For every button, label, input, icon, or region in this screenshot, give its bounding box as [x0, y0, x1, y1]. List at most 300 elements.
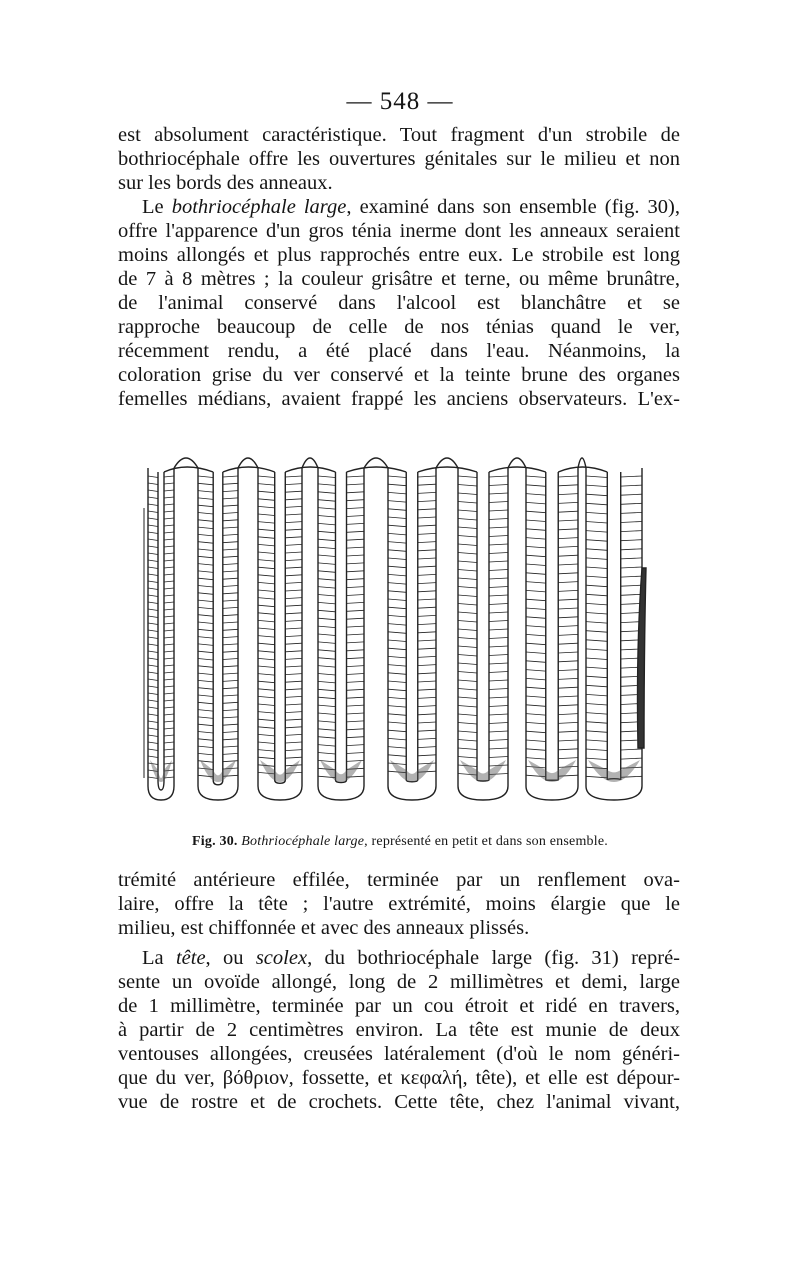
- worm-segment: [148, 567, 158, 569]
- worm-segment: [164, 672, 174, 673]
- page-number: — 548 —: [346, 88, 454, 115]
- worm-segment: [347, 500, 364, 501]
- worm-segment: [621, 503, 642, 504]
- worm-segment: [258, 598, 275, 600]
- worm-segment: [347, 610, 364, 611]
- worm-segment: [148, 560, 158, 562]
- worm-segment: [285, 484, 302, 485]
- worm-segment: [526, 520, 546, 522]
- worm-segment: [223, 695, 238, 696]
- worm-segment: [223, 680, 238, 681]
- worm-segment: [258, 704, 275, 706]
- text-line: sente un ovoïde allongé, long de 2 millimètres et demi, large: [118, 971, 680, 993]
- worm-segment: [285, 757, 302, 758]
- worm-segment: [418, 599, 436, 600]
- worm-segment: [198, 549, 213, 551]
- worm-shading: [528, 760, 576, 782]
- worm-segment: [526, 529, 546, 531]
- worm-segment: [586, 494, 607, 496]
- worm-segment: [318, 516, 335, 518]
- worm-segment: [586, 503, 607, 505]
- worm-segment: [388, 525, 406, 527]
- worm-segment: [148, 483, 158, 485]
- worm-segment: [621, 594, 642, 595]
- worm-segment: [148, 672, 158, 674]
- worm-segment: [258, 575, 275, 577]
- worm-segment: [347, 523, 364, 524]
- worm-segment: [148, 539, 158, 541]
- worm-segment: [318, 721, 335, 723]
- worm-segment: [198, 556, 213, 558]
- worm-segment: [489, 587, 508, 588]
- worm-segment: [458, 519, 477, 521]
- worm-segment: [198, 615, 213, 617]
- worm-segment: [489, 553, 508, 554]
- worm-segment: [198, 622, 213, 624]
- worm-segment: [388, 714, 406, 716]
- text-line: à partir de 2 centimètres environ. La tête est munie de deux: [118, 1019, 680, 1041]
- worm-segment: [558, 722, 578, 723]
- worm-segment: [148, 658, 158, 660]
- worm-segment: [148, 490, 158, 492]
- worm-segment: [458, 629, 477, 631]
- worm-segment: [526, 696, 546, 698]
- worm-segment: [164, 525, 174, 526]
- worm-segment: [223, 637, 238, 638]
- worm-segment: [418, 542, 436, 543]
- worm-segment: [586, 531, 607, 533]
- worm-segment: [489, 757, 508, 758]
- worm-segment: [258, 560, 275, 562]
- worm-segment: [148, 553, 158, 555]
- italic-term: tête: [175, 947, 206, 969]
- worm-segment: [489, 706, 508, 707]
- worm-loop-outline: [526, 468, 578, 800]
- worm-segment: [285, 590, 302, 591]
- worm-segment: [489, 714, 508, 715]
- worm-segment: [347, 721, 364, 722]
- worm-segment: [318, 571, 335, 573]
- worm-segment: [164, 693, 174, 694]
- worm-segment: [558, 555, 578, 556]
- paragraph-2: [118, 868, 680, 940]
- worm-segment: [558, 511, 578, 512]
- worm-segment: [285, 491, 302, 492]
- worm-segment: [148, 602, 158, 604]
- worm-segment: [223, 513, 238, 514]
- worm-segment: [258, 628, 275, 630]
- worm-segment: [418, 632, 436, 633]
- worm-segment: [558, 520, 578, 521]
- text-line: vue de rostre et de crochets. Cette tête, chez l'animal vivant,: [118, 1091, 680, 1113]
- worm-segment: [318, 555, 335, 557]
- worm-segment: [621, 549, 642, 550]
- worm-segment: [223, 607, 238, 608]
- worm-segment: [558, 687, 578, 688]
- worm-segment: [164, 546, 174, 547]
- worm-segment: [621, 585, 642, 586]
- worm-segment: [388, 533, 406, 535]
- worm-segment: [526, 687, 546, 689]
- worm-segment: [621, 522, 642, 523]
- worm-segment: [164, 644, 174, 645]
- worm-segment: [388, 689, 406, 691]
- worm-segment: [198, 724, 213, 726]
- worm-segment: [258, 537, 275, 539]
- worm-segment: [558, 502, 578, 503]
- worm-segment: [586, 576, 607, 578]
- text-run: , du bothriocéphale large (fig. 31) repré-: [307, 947, 681, 969]
- worm-segment: [489, 689, 508, 690]
- worm-segment: [388, 615, 406, 617]
- worm-segment: [198, 527, 213, 529]
- worm-segment: [258, 605, 275, 607]
- worm-segment: [285, 712, 302, 713]
- worm-fold-top: [558, 467, 607, 472]
- worm-segment: [198, 476, 213, 478]
- worm-segment: [258, 567, 275, 569]
- italic-term: scolex: [255, 947, 308, 969]
- worm-segment: [526, 617, 546, 619]
- worm-segment: [318, 674, 335, 676]
- worm-segment: [558, 564, 578, 565]
- worm-segment: [418, 484, 436, 485]
- worm-segment: [388, 476, 406, 478]
- caption-text: , représenté en petit et dans son ensemble.: [364, 834, 608, 849]
- worm-segment: [458, 714, 477, 716]
- worm-segment: [223, 483, 238, 484]
- worm-fold-top: [347, 467, 407, 472]
- worm-segment: [558, 634, 578, 635]
- worm-segment: [526, 546, 546, 548]
- worm-segment: [347, 634, 364, 635]
- worm-segment: [318, 476, 335, 478]
- worm-segment: [418, 648, 436, 649]
- worm-shading: [588, 760, 640, 782]
- worm-segment: [388, 697, 406, 699]
- worm-segment: [347, 555, 364, 556]
- worm-segment: [418, 591, 436, 592]
- worm-segment: [258, 674, 275, 676]
- worm-segment: [347, 595, 364, 596]
- worm-segment: [489, 604, 508, 605]
- worm-segment: [318, 492, 335, 494]
- worm-loop-outline: [148, 468, 174, 800]
- text-line: trémité antérieure effilée, terminée par un renflement ova-: [118, 869, 680, 891]
- worm-segment: [285, 696, 302, 697]
- worm-segment: [285, 537, 302, 538]
- worm-segment: [489, 510, 508, 511]
- worm-loop-inner: [406, 472, 418, 782]
- worm-segment: [198, 688, 213, 690]
- worm-segment: [458, 655, 477, 657]
- worm-segment: [258, 742, 275, 744]
- worm-loop-outline: [458, 468, 508, 800]
- worm-segment: [318, 595, 335, 597]
- worm-segment: [558, 617, 578, 618]
- worm-segment: [258, 529, 275, 531]
- worm-segment: [458, 757, 477, 759]
- worm-segment: [526, 564, 546, 566]
- worm-segment: [458, 663, 477, 665]
- worm-segment: [164, 756, 174, 757]
- worm-segment: [418, 714, 436, 715]
- worm-segment: [558, 608, 578, 609]
- worm-segment: [458, 604, 477, 606]
- worm-fold-top: [285, 467, 335, 472]
- worm-segment: [558, 678, 578, 679]
- worm-segment: [164, 595, 174, 596]
- worm-segment: [347, 492, 364, 493]
- worm-segment: [621, 576, 642, 577]
- worm-segment: [418, 566, 436, 567]
- worm-segment: [318, 753, 335, 755]
- worm-segment: [223, 615, 238, 616]
- worm-segment: [347, 642, 364, 643]
- worm-segment: [148, 504, 158, 506]
- worm-segment: [558, 740, 578, 741]
- worm-segment: [586, 558, 607, 560]
- worm-segment: [347, 689, 364, 690]
- worm-segment: [418, 722, 436, 723]
- worm-segment: [558, 670, 578, 671]
- text-run: La: [142, 947, 176, 969]
- worm-segment: [258, 613, 275, 615]
- worm-segment: [418, 738, 436, 739]
- worm-segment: [318, 500, 335, 502]
- worm-segment: [489, 536, 508, 537]
- worm-segment: [347, 737, 364, 738]
- worm-segment: [526, 678, 546, 680]
- worm-segment: [318, 681, 335, 683]
- worm-segment: [586, 567, 607, 569]
- worm-segment: [526, 511, 546, 513]
- worm-segment: [526, 652, 546, 654]
- worm-segment: [526, 599, 546, 601]
- paragraph-1: [118, 123, 680, 411]
- worm-segment: [347, 571, 364, 572]
- worm-segment: [586, 749, 607, 751]
- worm-segment: [148, 532, 158, 534]
- worm-loop-inner: [607, 472, 620, 780]
- caption-species: Bothriocéphale large: [241, 834, 365, 849]
- worm-segment: [258, 658, 275, 660]
- worm-segment: [148, 721, 158, 723]
- worm-segment: [418, 730, 436, 731]
- worm-segment: [418, 525, 436, 526]
- worm-segment: [388, 550, 406, 552]
- worm-segment: [223, 476, 238, 477]
- worm-segment: [558, 731, 578, 732]
- worm-segment: [164, 567, 174, 568]
- worm-segment: [164, 511, 174, 512]
- worm-segment: [198, 483, 213, 485]
- worm-segment: [258, 582, 275, 584]
- figure-caption: [0, 834, 800, 850]
- worm-segment: [198, 739, 213, 741]
- worm-segment: [621, 540, 642, 541]
- worm-segment: [586, 540, 607, 542]
- worm-segment: [388, 681, 406, 683]
- worm-segment: [489, 493, 508, 494]
- worm-segment: [388, 599, 406, 601]
- worm-segment: [148, 728, 158, 730]
- worm-segment: [489, 740, 508, 741]
- worm-segment: [558, 538, 578, 539]
- paragraph-3: [118, 946, 680, 1114]
- worm-segment: [388, 583, 406, 585]
- worm-segment: [458, 740, 477, 742]
- worm-shading: [320, 760, 362, 782]
- worm-segment: [418, 697, 436, 698]
- worm-segment: [318, 650, 335, 652]
- worm-segment: [526, 538, 546, 540]
- worm-segment: [388, 566, 406, 568]
- worm-segment: [621, 531, 642, 532]
- worm-segment: [164, 588, 174, 589]
- worm-segment: [198, 534, 213, 536]
- worm-segment: [418, 656, 436, 657]
- worm-segment: [586, 731, 607, 733]
- worm-segment: [347, 531, 364, 532]
- worm-segment: [285, 514, 302, 515]
- figure-number: Fig. 30.: [192, 834, 238, 849]
- worm-segment: [223, 571, 238, 572]
- worm-segment: [418, 533, 436, 534]
- worm-segment: [388, 640, 406, 642]
- worm-loop-inner: [213, 472, 223, 785]
- worm-segment: [458, 476, 477, 478]
- worm-segment: [148, 749, 158, 751]
- worm-segment: [258, 666, 275, 668]
- worm-segment: [198, 695, 213, 697]
- worm-segment: [198, 593, 213, 595]
- worm-segment: [526, 634, 546, 636]
- worm-segment: [223, 549, 238, 550]
- worm-segment: [223, 600, 238, 601]
- worm-segment: [418, 689, 436, 690]
- worm-segment: [586, 485, 607, 487]
- worm-segment: [285, 719, 302, 720]
- worm-segment: [223, 732, 238, 733]
- worm-segment: [285, 681, 302, 682]
- worm-shading: [260, 760, 300, 782]
- worm-segment: [258, 476, 275, 478]
- worm-segment: [164, 616, 174, 617]
- worm-segment: [586, 594, 607, 596]
- worm-segment: [489, 748, 508, 749]
- worm-segment: [164, 539, 174, 540]
- worm-segment: [526, 573, 546, 575]
- worm-segment: [347, 705, 364, 706]
- worm-segment: [258, 734, 275, 736]
- worm-segment: [489, 655, 508, 656]
- worm-segment: [418, 509, 436, 510]
- worm-segment: [164, 707, 174, 708]
- worm-segment: [347, 753, 364, 754]
- worm-segment: [258, 484, 275, 486]
- worm-segment: [489, 561, 508, 562]
- worm-segment: [586, 740, 607, 742]
- worm-segment: [223, 761, 238, 762]
- worm-segment: [458, 570, 477, 572]
- worm-segment: [318, 618, 335, 620]
- worm-segment: [164, 714, 174, 715]
- worm-segment: [164, 504, 174, 505]
- worm-segment: [164, 560, 174, 561]
- worm-segment: [558, 749, 578, 750]
- worm-segment: [489, 502, 508, 503]
- worm-segment: [621, 512, 642, 513]
- worm-segment: [388, 509, 406, 511]
- worm-segment: [458, 731, 477, 733]
- worm-segment: [388, 755, 406, 757]
- worm-segment: [558, 573, 578, 574]
- worm-segment: [223, 556, 238, 557]
- worm-fold-top: [418, 467, 477, 472]
- worm-segment: [458, 587, 477, 589]
- worm-segment: [148, 651, 158, 653]
- worm-segment: [418, 673, 436, 674]
- worm-segment: [526, 608, 546, 610]
- worm-segment: [458, 536, 477, 538]
- worm-segment: [223, 746, 238, 747]
- worm-segment: [418, 517, 436, 518]
- worm-segment: [489, 570, 508, 571]
- text-line: laire, offre la tête ; l'autre extrémité, moins élargie que le: [118, 893, 680, 915]
- worm-segment: [223, 644, 238, 645]
- worm-segment: [489, 680, 508, 681]
- worm-segment: [489, 638, 508, 639]
- worm-segment: [558, 494, 578, 495]
- worm-segment: [418, 550, 436, 551]
- worm-loop-outline: [198, 468, 238, 800]
- worm-segment: [223, 753, 238, 754]
- worm-segment: [318, 610, 335, 612]
- worm-segment: [558, 599, 578, 600]
- worm-segment: [418, 763, 436, 764]
- worm-loop-inner: [546, 472, 558, 780]
- worm-segment: [558, 758, 578, 759]
- worm-segment: [489, 527, 508, 528]
- worm-segment: [164, 532, 174, 533]
- worm-segment: [164, 742, 174, 743]
- worm-segment: [258, 681, 275, 683]
- worm-segment: [458, 595, 477, 597]
- worm-segment: [285, 727, 302, 728]
- worm-segment: [164, 735, 174, 736]
- worm-segment: [418, 501, 436, 502]
- worm-segment: [285, 552, 302, 553]
- worm-segment: [164, 686, 174, 687]
- text-line: rapproche beaucoup de celle de nos ténias quand le ver,: [118, 316, 680, 338]
- worm-segment: [347, 658, 364, 659]
- worm-loop-inner: [477, 472, 489, 781]
- tapeworm-illustration: [138, 448, 678, 820]
- worm-segment: [198, 498, 213, 500]
- worm-segment: [223, 542, 238, 543]
- worm-segment: [526, 661, 546, 663]
- worm-segment: [526, 670, 546, 672]
- worm-segment: [586, 622, 607, 624]
- worm-segment: [148, 644, 158, 646]
- worm-segment: [148, 574, 158, 576]
- text-line: que du ver, βόθριον, fossette, et κεφαλή, tête), et elle est dépour-: [118, 1067, 680, 1089]
- worm-segment: [347, 579, 364, 580]
- worm-segment: [586, 631, 607, 633]
- worm-segment: [526, 731, 546, 733]
- worm-segment: [258, 757, 275, 759]
